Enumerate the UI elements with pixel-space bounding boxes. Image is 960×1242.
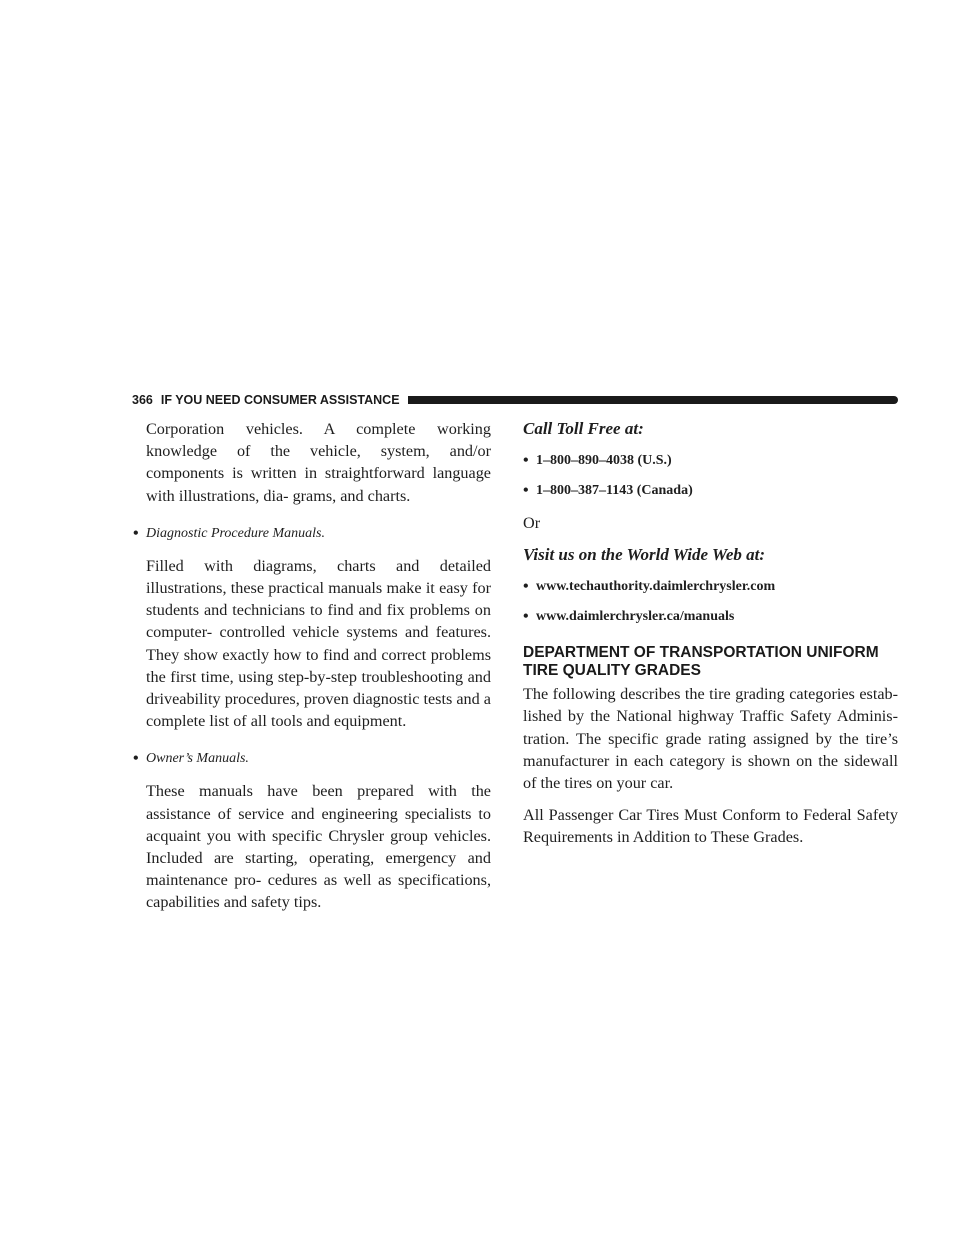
phone-item: [523, 450, 898, 472]
page-header: [132, 392, 898, 408]
phone-item: [523, 480, 898, 502]
bullet-icon: •: [133, 750, 139, 768]
phone-number: 1–800–890–4038 (U.S.): [536, 453, 672, 468]
section-title: IF YOU NEED CONSUMER ASSISTANCE: [160, 393, 400, 407]
bullet-icon: •: [133, 524, 139, 542]
phone-number: 1–800–387–1143 (Canada): [536, 483, 693, 498]
section-heading-line2: TIRE QUALITY GRADES: [523, 662, 701, 680]
web-heading: Visit us on the World Wide Web at:: [523, 545, 765, 565]
list-item: [133, 523, 491, 545]
bullet-icon: •: [523, 608, 529, 626]
item-body: Filled with diagrams, charts and detailed illustrations, these practical manuals make it easy for students and technicians to find and fix problems on computer- controlled vehicle systems and features. They show exactly how to find and correct problems the first time, using step-by-step troubleshooting and driveability procedures, proven diagnostic tests and a complete list of all tools and equipment.: [146, 556, 491, 731]
website-item[interactable]: [523, 576, 898, 598]
item-title: Owner’s Manuals.: [146, 751, 249, 767]
section-heading: [523, 644, 898, 680]
intro-paragraph: Corporation vehicles. A complete working knowledge of the vehicle, system, and/or components is written in straightforward language with illustrations, dia- grams, and charts.: [146, 420, 491, 505]
or-text: Or: [523, 514, 541, 532]
header-rule: [408, 396, 898, 404]
section-heading-line1: DEPARTMENT OF TRANSPORTATION UNIFORM: [523, 644, 879, 662]
left-column: [133, 418, 491, 914]
website-link[interactable]: www.daimlerchrysler.ca/manuals: [536, 609, 735, 625]
tire-grading-paragraph: The following describes the tire grading categories estab- lished by the National highway Traffic Safety Adminis- tration. The specific grade rating assigned by the tire’s manufacturer in each category is shown on the sidewall of the tires on your car.: [523, 685, 898, 793]
safety-paragraph: All Passenger Car Tires Must Conform to Federal Safety Requirements in Addition to These Grades.: [523, 806, 898, 847]
bullet-icon: •: [523, 578, 529, 596]
website-link[interactable]: www.techauthority.daimlerchrysler.com: [536, 579, 776, 595]
item-title: Diagnostic Procedure Manuals.: [146, 525, 325, 541]
page-number: 366: [132, 393, 153, 407]
bullet-icon: •: [523, 452, 529, 469]
item-body: These manuals have been prepared with the assistance of service and engineering specialists to acquaint you with specific Chrysler group vehicles. Included are starting, operating, emergency and maintenance pro- cedures as well as specifications, capabilities and safety tips.: [146, 782, 491, 912]
call-heading: Call Toll Free at:: [523, 419, 644, 438]
bullet-icon: •: [523, 482, 529, 499]
right-column: [523, 418, 898, 849]
list-item: [133, 748, 491, 770]
website-item[interactable]: [523, 606, 898, 628]
